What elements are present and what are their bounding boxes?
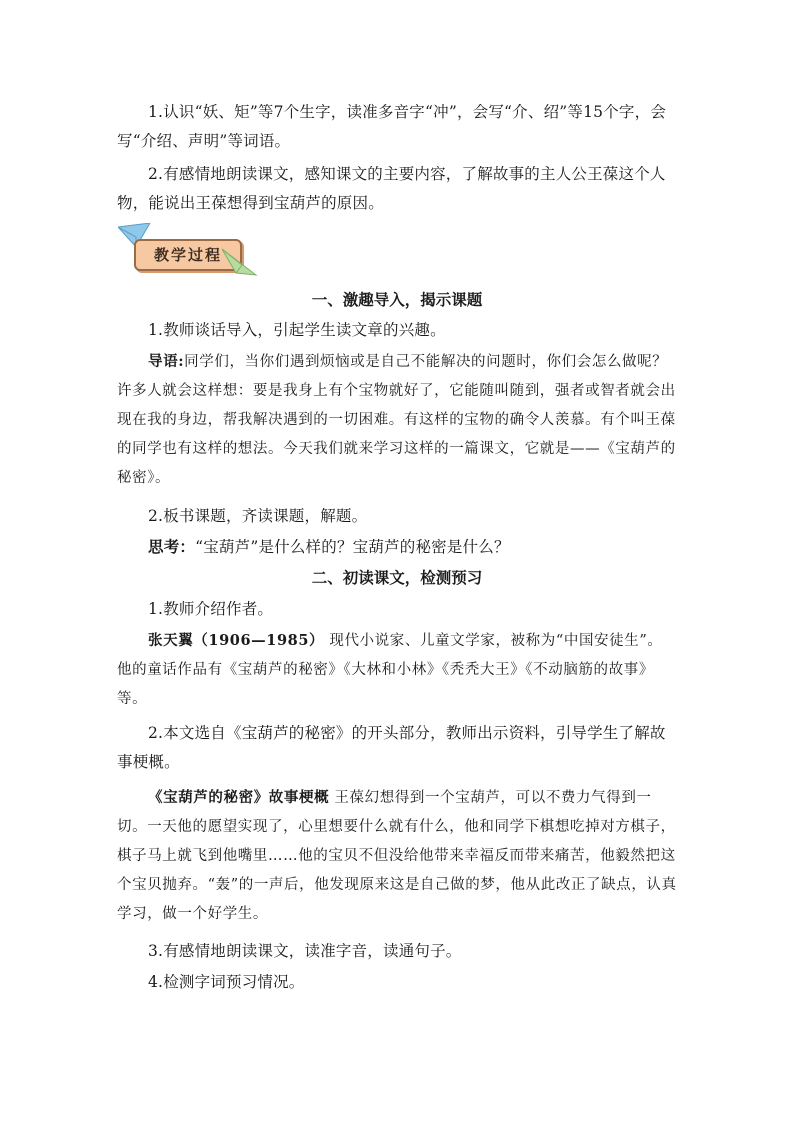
author-paragraph (117, 626, 677, 714)
think-text: “宝葫芦”是什么样的？宝葫芦的秘密是什么？ (195, 538, 510, 556)
summary-label: 《宝葫芦的秘密》故事梗概 (148, 789, 330, 806)
summary-text: 王葆幻想得到一个宝葫芦，可以不费力气得到一切。一天他的愿望实现了，心里想要什么就有什么，他和同学下棋想吃掉对方棋子，棋子马上就飞到他嘴里……他的宝贝不但没给他带来幸福反而带来痛苦，他毅然把这个宝贝抛弃。“轰”的一声后，他发现原来这是自己做的梦，他从此改正了缺点，认真学习，做一个好学生。 (117, 790, 677, 922)
intro-label: 导语: (148, 353, 185, 370)
section-2-step-4: 4.检测字词预习情况。 (148, 973, 305, 991)
intro-paragraph (117, 347, 677, 493)
section-1-step-1: 1.教师谈话导入，引起学生读文章的兴趣。 (148, 321, 446, 339)
section-2-step-2: 2.本文选自《宝葫芦的秘密》的开头部分，教师出示资料，引导学生了解故事梗概。 (117, 724, 666, 771)
objective-2: 2.有感情地朗读课文，感知课文的主要内容，了解故事的主人公王葆这个人物，能说出王葆想得到宝葫芦的原因。 (117, 165, 666, 212)
author-text: 现代小说家、儿童文学家，被称为“中国安徒生”。他的童话作品有《宝葫芦的秘密》《大林和小林》《秃秃大王》《不动脑筋的故事》等。 (117, 633, 663, 707)
section-1-heading: 一、激趣导入，揭示课题 (311, 290, 483, 309)
teaching-process-badge (118, 223, 260, 279)
think-paragraph (117, 532, 677, 562)
paper-plane-icon (222, 247, 258, 277)
author-label: 张天翼（1906—1985） (148, 632, 325, 649)
objective-1: 1.认识“妖、矩”等7个生字，读准多音字“冲”，会写“介、绍”等15个字，会写“介绍、声明”等词语。 (117, 103, 667, 150)
section-2-step-1: 1.教师介绍作者。 (148, 600, 274, 618)
badge-label: 教学过程 (153, 246, 222, 264)
section-2-step-3: 3.有感情地朗读课文，读准字音，读通句子。 (148, 942, 462, 960)
section-2-heading: 二、初读课文，检测预习 (311, 568, 483, 587)
summary-paragraph (117, 783, 677, 929)
intro-text: 同学们，当你们遇到烦恼或是自己不能解决的问题时，你们会怎么做呢？许多人就会这样想：要是我身上有个宝物就好了，它能随叫随到，强者或智者就会出现在我的身边，帮我解决遇到的一切困难。有这样的宝物的确令人羡慕。有个叫王葆的同学也有这样的想法。今天我们就来学习这样的一篇课文，它就是——《宝葫芦的秘密》。 (117, 354, 676, 486)
think-label: 思考： (148, 537, 196, 556)
section-1-step-2: 2.板书课题，齐读课题，解题。 (148, 507, 368, 525)
